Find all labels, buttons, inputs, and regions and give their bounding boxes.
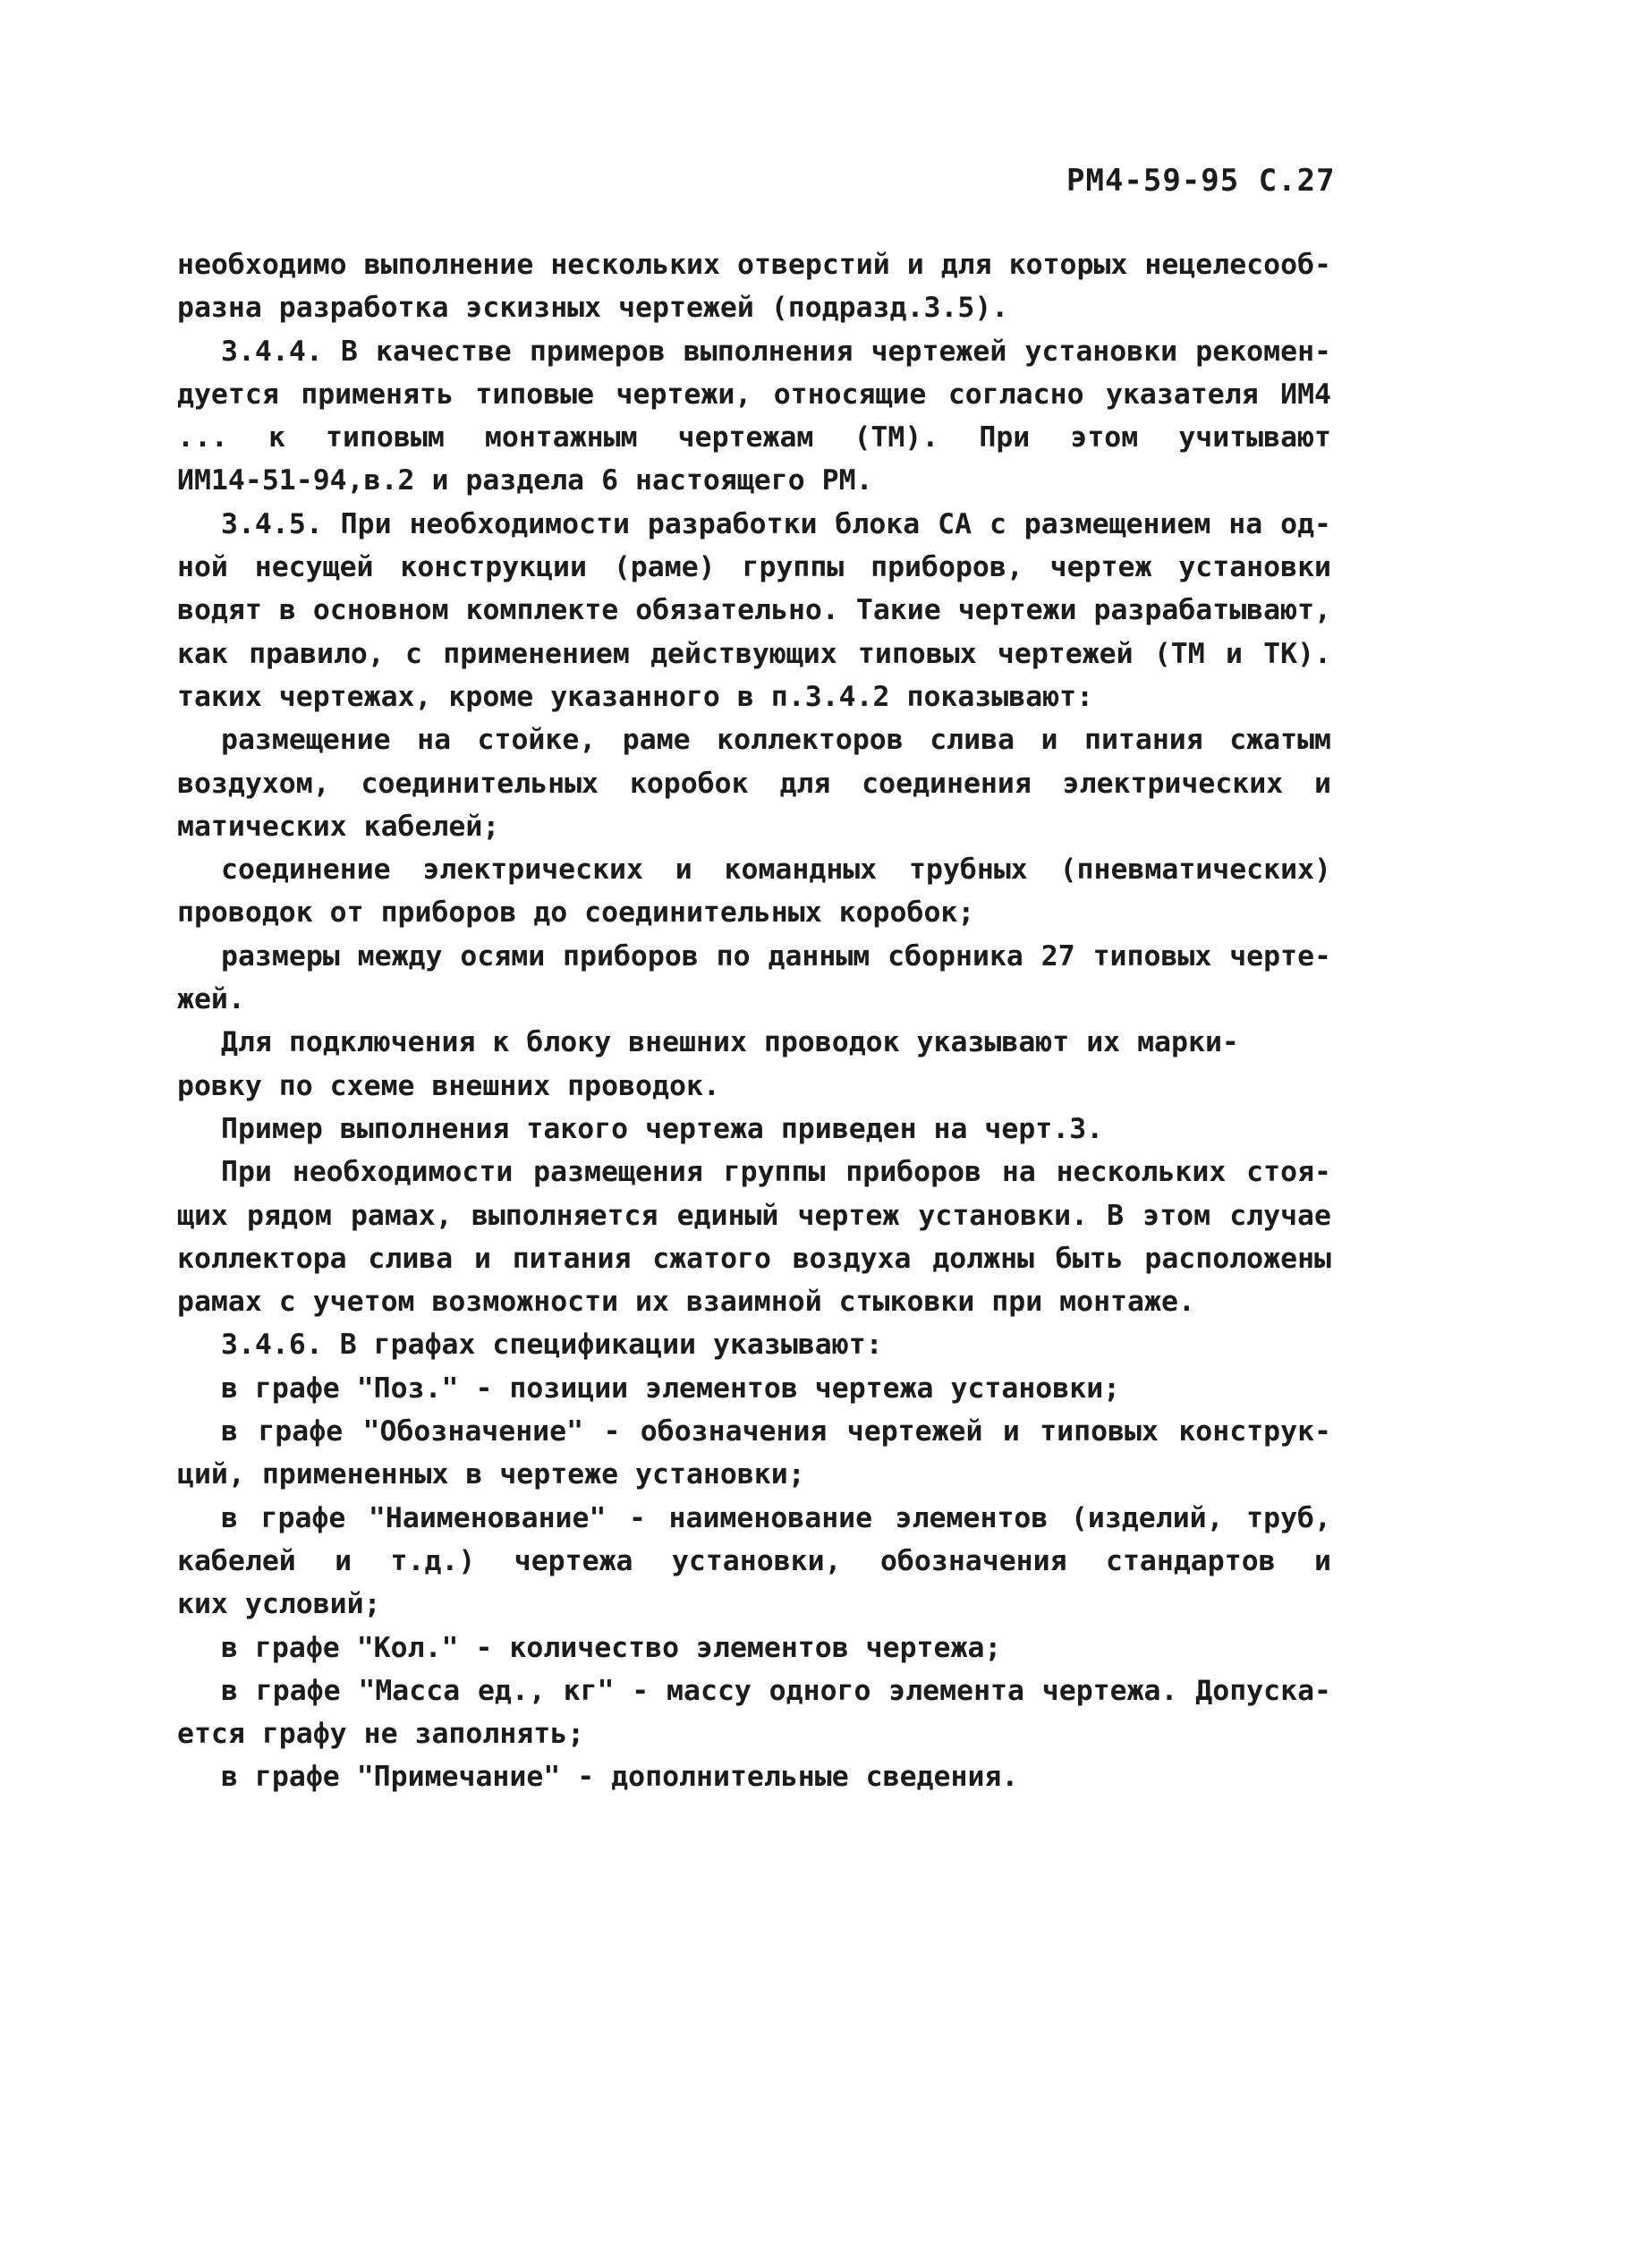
text-line: дуется применять типовые чертежи, относящие согласно указателя ИМ4 bbox=[177, 378, 1331, 411]
text-line: ких условий; bbox=[177, 1588, 381, 1621]
body-text bbox=[177, 243, 1331, 1799]
text-line: размещение на стойке, раме коллекторов слива и питания сжатым bbox=[221, 724, 1331, 757]
text-line: жей. bbox=[177, 983, 245, 1016]
text-line: ... к типовым монтажным чертежам (ТМ). При этом учитывают bbox=[177, 421, 1331, 454]
text-line: 3.4.4. В качестве примеров выполнения чертежей установки рекомен- bbox=[221, 335, 1331, 368]
text-line: рамах с учетом возможности их взаимной стыковки при монтаже. bbox=[177, 1286, 1195, 1319]
text-line: Для подключения к блоку внешних проводок указывают их марки- bbox=[221, 1026, 1239, 1059]
text-line: в графе "Кол." - количество элементов чертежа; bbox=[221, 1631, 1002, 1664]
text-line: необходимо выполнение нескольких отверстий и для которых нецелесооб- bbox=[177, 249, 1331, 281]
text-line: как правило, с применением действующих типовых чертежей (ТМ и ТК). bbox=[177, 637, 1331, 670]
page-reference: РМ4-59-95 С.27 bbox=[1066, 163, 1336, 199]
text-line: матических кабелей; bbox=[177, 810, 500, 843]
text-line: воздухом, соединительных коробок для соединения электрических и bbox=[177, 767, 1331, 800]
text-line: ной несущей конструкции (раме) группы приборов, чертеж установки bbox=[177, 551, 1331, 584]
text-line: разна разработка эскизных чертежей (подразд.3.5). bbox=[177, 292, 1009, 325]
text-line: в графе "Примечание" - дополнительные сведения. bbox=[221, 1761, 1019, 1794]
text-line: размеры между осями приборов по данным сборника 27 типовых черте- bbox=[221, 939, 1331, 973]
text-line: в графе "Поз." - позиции элементов чертежа установки; bbox=[221, 1372, 1121, 1405]
text-line: проводок от приборов до соединительных коробок; bbox=[177, 896, 975, 930]
text-line: ИМ14-51-94,в.2 и раздела 6 настоящего РМ. bbox=[177, 464, 873, 497]
text-line: в графе "Масса ед., кг" - массу одного элемента чертежа. Допуска- bbox=[221, 1674, 1331, 1707]
text-line: соединение электрических и командных трубных (пневматических) bbox=[221, 854, 1331, 887]
text-line: в графе "Наименование" - наименование элементов (изделий, труб, bbox=[221, 1501, 1331, 1534]
text-line: таких чертежах, кроме указанного в п.3.4.2 показывают: bbox=[177, 680, 1094, 713]
text-line: 3.4.5. При необходимости разработки блока СА с размещением на од- bbox=[221, 507, 1331, 540]
text-line: ций, примененных в чертеже установки; bbox=[177, 1458, 805, 1491]
text-line: щих рядом рамах, выполняется единый чертеж установки. В этом случае bbox=[177, 1199, 1331, 1232]
text-line: ется графу не заполнять; bbox=[177, 1718, 585, 1751]
text-line: 3.4.6. В графах спецификации указывают: bbox=[221, 1329, 883, 1362]
text-line: коллектора слива и питания сжатого воздуха должны быть расположены bbox=[177, 1242, 1331, 1275]
text-line: кабелей и т.д.) чертежа установки, обозначения стандартов и bbox=[177, 1544, 1331, 1577]
text-line: При необходимости размещения группы приборов на нескольких стоя- bbox=[221, 1156, 1331, 1189]
text-line: Пример выполнения такого чертежа приведен на черт.3. bbox=[221, 1112, 1104, 1145]
text-line: ровку по схеме внешних проводок. bbox=[177, 1069, 720, 1102]
text-line: в графе "Обозначение" - обозначения чертежей и типовых конструк- bbox=[221, 1415, 1331, 1448]
text-line: водят в основном комплекте обязательно. Такие чертежи разрабатывают, bbox=[177, 594, 1331, 627]
